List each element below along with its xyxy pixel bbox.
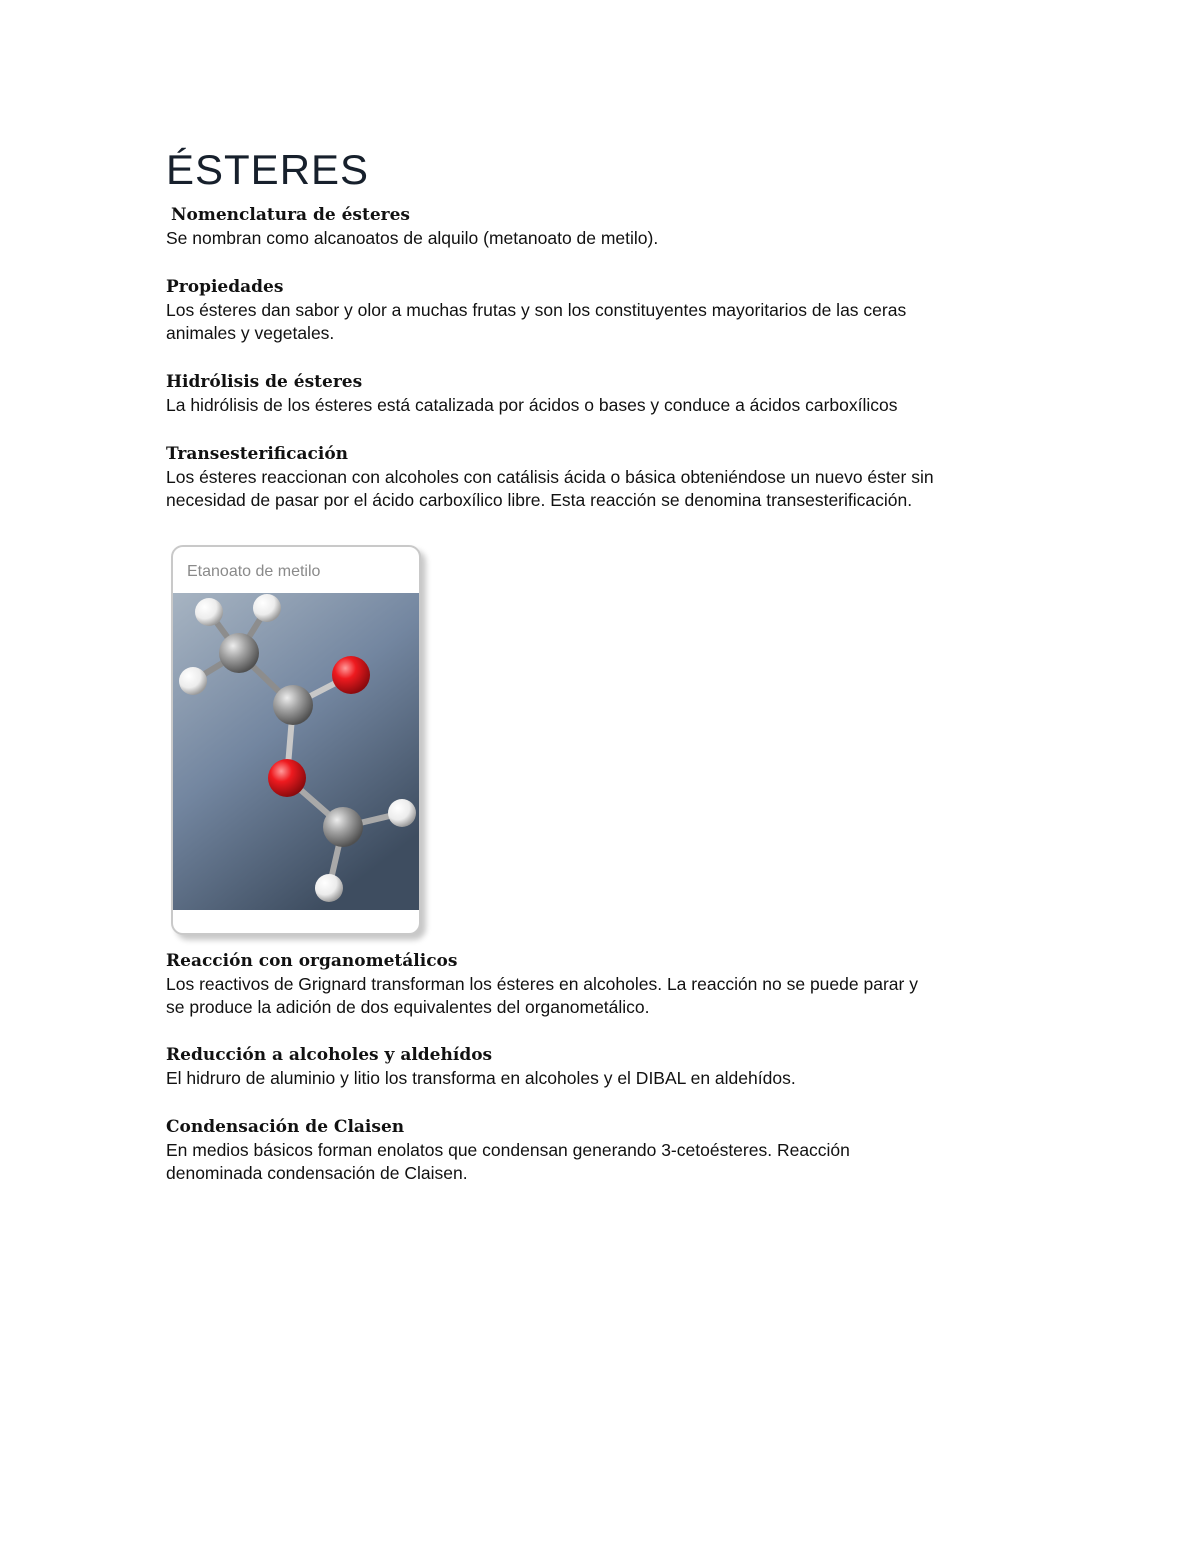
- section-text-line: denominada condensación de Claisen.: [166, 1163, 468, 1183]
- molecule-model-image: [173, 593, 419, 910]
- section-text-line: La hidrólisis de los ésteres está catalizada por ácidos o bases y conduce a ácidos carboxílicos: [166, 395, 898, 415]
- section-text-line: se produce la adición de dos equivalentes del organometálico.: [166, 997, 650, 1017]
- section-heading: Reducción a alcoholes y aldehídos: [166, 1045, 493, 1065]
- section-heading: Propiedades: [166, 277, 284, 297]
- molecule-figure-card: [171, 545, 421, 935]
- hydrogen-atom: [195, 598, 223, 626]
- section-text-line: Los ésteres dan sabor y olor a muchas frutas y son los constituyentes mayoritarios de las ceras: [166, 300, 907, 320]
- section-nomenclatura: [166, 203, 1046, 250]
- section-text-line: Se nombran como alcanoatos de alquilo (metanoato de metilo).: [166, 228, 659, 248]
- figure-title: Etanoato de metilo: [187, 563, 321, 580]
- section-text-line: El hidruro de aluminio y litio los transforma en alcoholes y el DIBAL en aldehídos.: [166, 1068, 796, 1088]
- page-title: ÉSTERES: [166, 146, 370, 193]
- hydrogen-atom: [179, 667, 207, 695]
- carbon-atom: [219, 633, 259, 673]
- section-heading: Condensación de Claisen: [166, 1117, 405, 1137]
- section-text-line: En medios básicos forman enolatos que condensan generando 3-cetoésteres. Reacción: [166, 1140, 850, 1160]
- section-organometalicos: [166, 949, 1046, 1019]
- molecule-3d-model: [173, 593, 419, 910]
- section-text-line: animales y vegetales.: [166, 323, 335, 343]
- section-propiedades: [166, 275, 1046, 345]
- section-text-line: Los ésteres reaccionan con alcoholes con catálisis ácida o básica obteniéndose un nuevo éster sin: [166, 467, 934, 487]
- section-heading: Reacción con organometálicos: [166, 951, 458, 971]
- oxygen-atom: [332, 656, 370, 694]
- section-claisen: [166, 1115, 1046, 1185]
- hydrogen-atom: [315, 874, 343, 902]
- section-transesterificacion: [166, 442, 1046, 512]
- section-heading: Nomenclatura de ésteres: [171, 205, 410, 225]
- hydrogen-atom: [253, 594, 281, 622]
- section-text-line: Los reactivos de Grignard transforman los ésteres en alcoholes. La reacción no se puede parar y: [166, 974, 918, 994]
- carbon-atom: [323, 807, 363, 847]
- oxygen-atom: [268, 759, 306, 797]
- section-heading: Transesterificación: [166, 444, 349, 464]
- section-heading: Hidrólisis de ésteres: [166, 372, 363, 392]
- hydrogen-atom: [388, 799, 416, 827]
- section-hidrolisis: [166, 370, 1046, 417]
- carbon-atom: [273, 685, 313, 725]
- section-reduccion: [166, 1043, 1046, 1090]
- section-text-line: necesidad de pasar por el ácido carboxílico libre. Esta reacción se denomina transesterificación.: [166, 490, 913, 510]
